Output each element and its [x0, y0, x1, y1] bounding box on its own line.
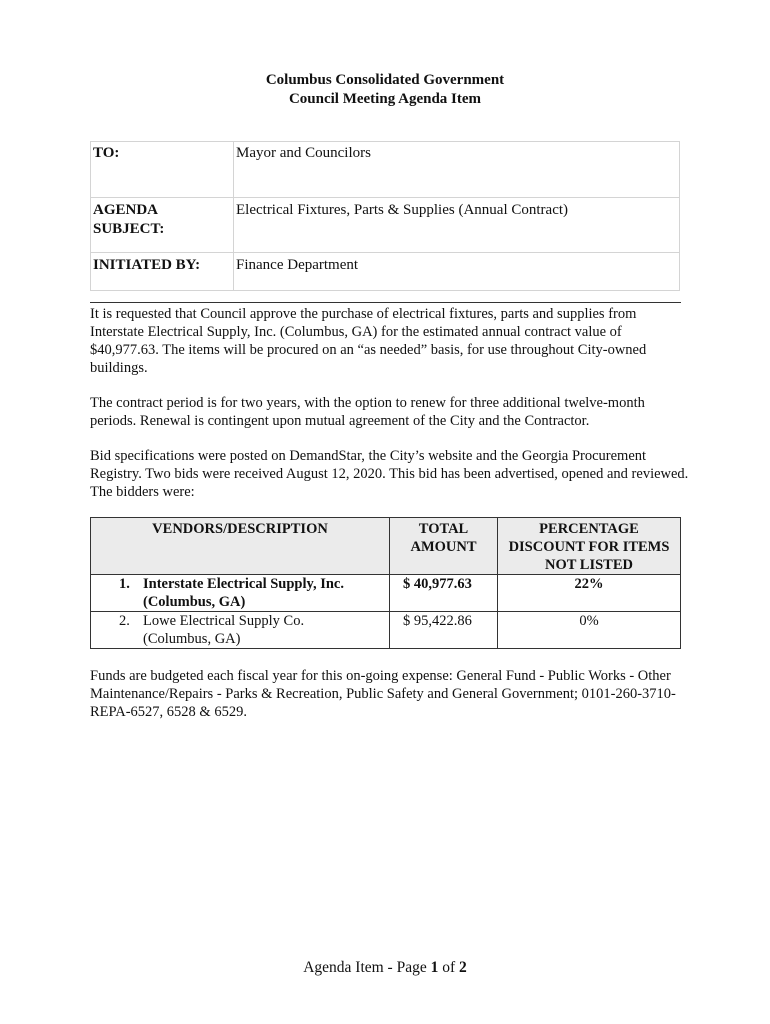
row-number: 1.	[119, 576, 130, 592]
organization-title: Columbus Consolidated Government	[265, 72, 505, 88]
total-amount-cell: $ 40,977.63	[390, 575, 498, 612]
agenda-info-table	[90, 141, 680, 291]
vendor-name-line	[119, 612, 385, 630]
bid-specifications-paragraph: Bid specifications were posted on DemandStar, the City’s website and the Georgia Procurement Registry. Two bids were received August 12, 2020. This bid has been advertised, opened and reviewed. The bidders were:	[90, 448, 689, 500]
initiated-value: Finance Department	[234, 253, 680, 291]
footer-of: of	[438, 959, 460, 976]
discount-cell: 0%	[498, 612, 681, 649]
discount-cell: 22%	[498, 575, 681, 612]
bidders-table	[90, 517, 681, 649]
row-number: 2.	[119, 613, 130, 629]
subject-value: Electrical Fixtures, Parts & Supplies (Annual Contract)	[234, 198, 680, 253]
section-divider	[90, 302, 681, 303]
total-amount-cell: $ 95,422.86	[390, 612, 498, 649]
total-amount-column-header: TOTAL AMOUNT	[390, 518, 498, 575]
vendor-location: (Columbus, GA)	[143, 631, 241, 647]
initiated-label: INITIATED BY:	[91, 253, 234, 291]
to-value: Mayor and Councilors	[234, 142, 680, 198]
page-footer	[0, 959, 770, 977]
to-row	[91, 142, 680, 198]
vendor-name: Lowe Electrical Supply Co.	[143, 613, 305, 629]
subject-label	[91, 198, 234, 253]
subject-label-line2: SUBJECT:	[93, 221, 165, 237]
request-paragraph: It is requested that Council approve the purchase of electrical fixtures, parts and supplies from Interstate Electrical Supply, Inc. (Columbus, GA) for the estimated annual contract value of $40,977.63. The items will be procured on an “as needed” basis, for use throughout City-owned buildings.	[90, 306, 647, 376]
vendor-cell	[91, 612, 390, 649]
vendor-name: Interstate Electrical Supply, Inc.	[143, 576, 344, 592]
to-label: TO:	[91, 142, 234, 198]
document-header	[0, 71, 770, 109]
initiated-row	[91, 253, 680, 291]
discount-column-header: PERCENTAGE DISCOUNT FOR ITEMS NOT LISTED	[498, 518, 681, 575]
vendor-name-line	[119, 575, 385, 593]
footer-page-number: 1	[430, 959, 439, 976]
document-title: Council Meeting Agenda Item	[288, 91, 482, 107]
footer-page-total: 2	[459, 959, 467, 976]
subject-row	[91, 198, 680, 253]
table-row	[91, 575, 681, 612]
bidders-table-header	[91, 518, 681, 575]
subject-label-line1: AGENDA	[93, 202, 159, 218]
vendors-column-header: VENDORS/DESCRIPTION	[91, 518, 390, 575]
funding-paragraph: Funds are budgeted each fiscal year for this on-going expense: General Fund - Public Works - Other Maintenance/Repairs - Parks & Recreation, Public Safety and General Government; 0101-260-3710-REPA-6527, 6528 & 6529.	[90, 668, 676, 720]
vendor-cell	[91, 575, 390, 612]
table-row	[91, 612, 681, 649]
vendor-location: (Columbus, GA)	[143, 594, 246, 610]
footer-prefix: Agenda Item - Page	[303, 959, 431, 976]
contract-period-paragraph: The contract period is for two years, with the option to renew for three additional twelve-month periods. Renewal is contingent upon mutual agreement of the City and the Contractor.	[90, 395, 645, 429]
